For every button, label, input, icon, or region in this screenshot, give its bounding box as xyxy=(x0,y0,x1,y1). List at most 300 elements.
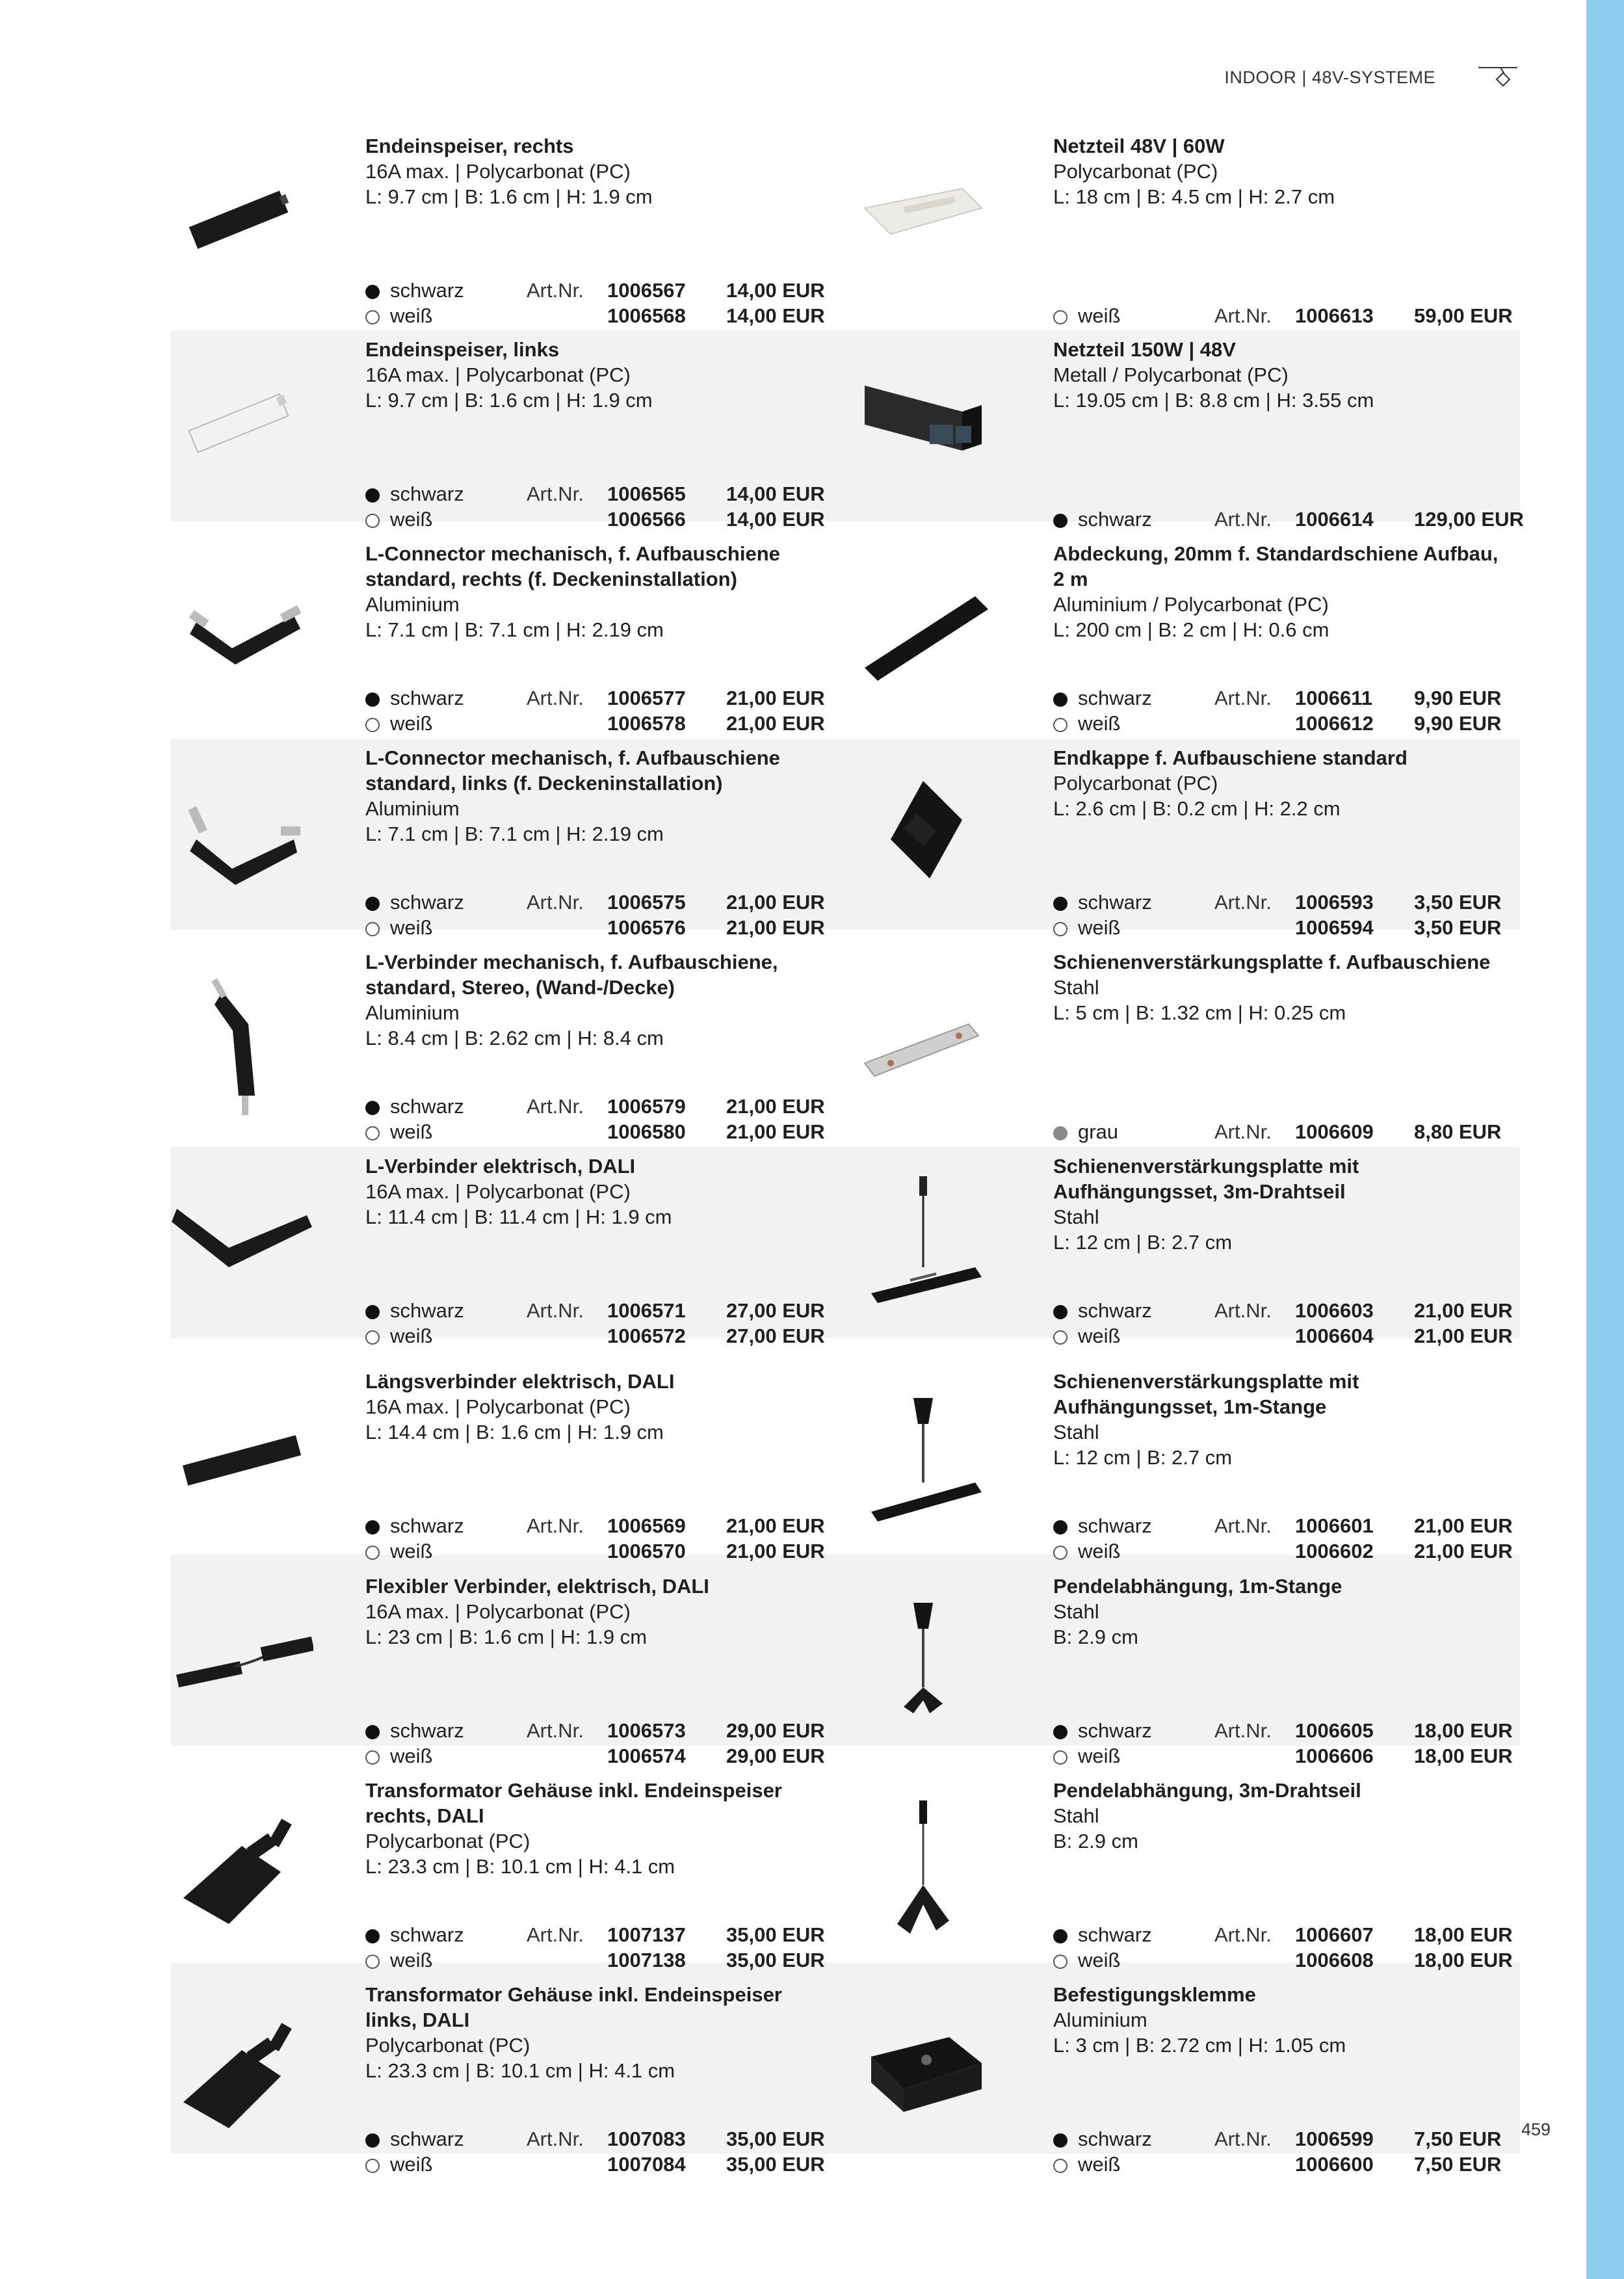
article-number: 1006580 xyxy=(607,1120,686,1143)
product-picture xyxy=(170,146,313,309)
product-image xyxy=(170,1587,313,1749)
color-swatch-icon xyxy=(365,1955,380,1969)
product-card xyxy=(858,1369,1513,1564)
color-swatch-icon xyxy=(365,1101,380,1115)
product-title: L-Connector mechanisch, f. Aufbauschiene xyxy=(365,542,780,565)
color-name: weiß xyxy=(1078,1540,1121,1562)
product-dimensions: L: 11.4 cm | B: 11.4 cm | H: 1.9 cm xyxy=(365,1205,672,1228)
product-spec: 16A max. | Polycarbonat (PC) xyxy=(365,1600,631,1623)
product-spec: 16A max. | Polycarbonat (PC) xyxy=(365,1180,631,1203)
product-dimensions: L: 7.1 cm | B: 7.1 cm | H: 2.19 cm xyxy=(365,618,664,641)
color-name: weiß xyxy=(390,1745,433,1767)
product-image xyxy=(852,1995,995,2157)
product-spec: Polycarbonat (PC) xyxy=(365,1830,530,1852)
product-image xyxy=(170,1166,313,1329)
variant-row xyxy=(1053,1538,1560,1564)
article-label: Art.Nr. xyxy=(1214,2128,1272,2150)
product-picture xyxy=(170,1995,313,2157)
price: 129,00 EUR xyxy=(1414,508,1524,531)
price: 35,00 EUR xyxy=(726,1923,825,1946)
article-label: Art.Nr. xyxy=(1214,1120,1272,1143)
product-title: Netzteil 150W | 48V xyxy=(1053,338,1236,361)
product-image xyxy=(852,350,995,512)
product-card xyxy=(858,1153,1513,1349)
product-dimensions: L: 23 cm | B: 1.6 cm | H: 1.9 cm xyxy=(365,1626,648,1648)
variant-row xyxy=(1053,1323,1560,1349)
product-title: Schienenverstärkungsplatte mit xyxy=(1053,1370,1359,1393)
article-number: 1006577 xyxy=(607,687,686,709)
price: 21,00 EUR xyxy=(726,687,825,709)
color-swatch-icon xyxy=(1053,2133,1067,2148)
color-swatch-icon xyxy=(365,514,380,528)
price: 21,00 EUR xyxy=(1414,1324,1513,1347)
product-picture xyxy=(852,758,995,921)
article-number: 1006574 xyxy=(607,1745,686,1767)
variant-row xyxy=(365,1513,872,1538)
product-info xyxy=(1053,541,1508,642)
article-number: 1006602 xyxy=(1295,1540,1374,1562)
color-name: weiß xyxy=(390,712,433,735)
variant-list xyxy=(1053,303,1560,328)
article-label: Art.Nr. xyxy=(527,279,584,302)
product-title: Endeinspeiser, rechts xyxy=(365,135,574,157)
product-card xyxy=(858,1574,1513,1769)
color-swatch-icon xyxy=(365,1546,380,1560)
product-card xyxy=(170,1778,825,1973)
product-spec: Aluminium / Polycarbonat (PC) xyxy=(1053,593,1329,616)
variant-row xyxy=(1053,1743,1560,1769)
product-info xyxy=(365,1153,820,1230)
article-label: Art.Nr. xyxy=(527,1299,584,1322)
product-dimensions: L: 19.05 cm | B: 8.8 cm | H: 3.55 cm xyxy=(1053,389,1374,412)
product-title: standard, rechts (f. Deckeninstallation) xyxy=(365,568,737,590)
product-spec: Aluminium xyxy=(365,797,460,820)
article-number: 1006608 xyxy=(1295,1949,1374,1971)
color-swatch-icon xyxy=(1053,922,1067,936)
price: 21,00 EUR xyxy=(726,1540,825,1562)
product-spec: Aluminium xyxy=(365,593,460,616)
product-spec: Stahl xyxy=(1053,1804,1099,1827)
color-name: weiß xyxy=(390,508,433,531)
color-swatch-icon xyxy=(365,310,380,324)
color-name: weiß xyxy=(1078,1324,1121,1347)
article-number: 1006603 xyxy=(1295,1299,1374,1322)
product-dimensions: L: 12 cm | B: 2.7 cm xyxy=(1053,1446,1233,1469)
price: 3,50 EUR xyxy=(1414,891,1502,914)
page-number: 459 xyxy=(1521,2120,1551,2139)
product-info xyxy=(365,1574,820,1650)
price: 14,00 EUR xyxy=(726,508,825,531)
product-picture xyxy=(852,1995,995,2157)
color-swatch-icon xyxy=(1053,718,1067,732)
color-name: schwarz xyxy=(390,1299,464,1322)
product-spec: Stahl xyxy=(1053,1205,1099,1228)
color-name: schwarz xyxy=(1078,1719,1152,1742)
article-number: 1006600 xyxy=(1295,2153,1374,2176)
product-spec: 16A max. | Polycarbonat (PC) xyxy=(365,1395,631,1418)
color-swatch-icon xyxy=(1053,2159,1067,2173)
product-info xyxy=(365,1778,820,1879)
variant-row xyxy=(365,481,872,507)
color-name: weiß xyxy=(390,1324,433,1347)
variant-row xyxy=(1053,303,1560,328)
color-name: weiß xyxy=(390,916,433,939)
article-number: 1006611 xyxy=(1295,687,1372,709)
price: 9,90 EUR xyxy=(1414,687,1502,709)
color-name: weiß xyxy=(1078,916,1121,939)
article-number: 1007083 xyxy=(607,2128,686,2150)
product-image xyxy=(170,962,313,1125)
product-image xyxy=(170,350,313,512)
color-swatch-icon xyxy=(1053,1305,1067,1319)
price: 3,50 EUR xyxy=(1414,916,1502,939)
article-label: Art.Nr. xyxy=(1214,304,1272,327)
variant-row xyxy=(1053,2126,1560,2152)
product-info xyxy=(365,1369,820,1445)
product-card xyxy=(858,541,1508,736)
variant-row xyxy=(1053,889,1560,915)
article-label: Art.Nr. xyxy=(1214,1719,1272,1742)
variant-list xyxy=(1053,889,1560,940)
article-number: 1006575 xyxy=(607,891,686,914)
product-card xyxy=(858,1982,1508,2177)
product-title: Befestigungsklemme xyxy=(1053,1983,1256,2006)
product-title: standard, Stereo, (Wand-/Decke) xyxy=(365,976,675,999)
track-light-icon xyxy=(1477,62,1519,92)
product-image xyxy=(852,1587,995,1749)
product-card xyxy=(170,1574,825,1769)
color-name: schwarz xyxy=(390,1923,464,1946)
product-picture xyxy=(852,1166,995,1329)
product-title: L-Connector mechanisch, f. Aufbauschiene xyxy=(365,746,780,769)
product-card xyxy=(858,949,1508,1144)
product-title: L-Verbinder elektrisch, DALI xyxy=(365,1155,636,1178)
variant-row xyxy=(365,711,872,736)
article-label: Art.Nr. xyxy=(527,1514,584,1537)
color-name: schwarz xyxy=(390,2128,464,2150)
price: 7,50 EUR xyxy=(1414,2128,1502,2150)
variant-list xyxy=(1053,507,1560,532)
product-info xyxy=(1053,949,1508,1025)
color-name: weiß xyxy=(390,1540,433,1562)
color-swatch-icon xyxy=(1053,1520,1067,1535)
side-color-bar xyxy=(1586,0,1624,2279)
color-swatch-icon xyxy=(365,2159,380,2173)
variant-row xyxy=(365,2152,872,2177)
article-label: Art.Nr. xyxy=(1214,1514,1272,1537)
article-label: Art.Nr. xyxy=(527,1095,584,1118)
price: 29,00 EUR xyxy=(726,1719,825,1742)
article-number: 1006572 xyxy=(607,1324,686,1347)
variant-row xyxy=(1053,915,1560,940)
product-info xyxy=(365,745,820,847)
price: 18,00 EUR xyxy=(1414,1719,1513,1742)
variant-list xyxy=(365,685,872,736)
color-name: weiß xyxy=(390,1949,433,1971)
variant-row xyxy=(1053,685,1560,711)
product-picture xyxy=(170,1791,313,1953)
article-label: Art.Nr. xyxy=(527,891,584,914)
product-card xyxy=(170,745,825,940)
product-spec: Stahl xyxy=(1053,1421,1099,1443)
article-label: Art.Nr. xyxy=(527,687,584,709)
product-picture xyxy=(852,1791,995,1953)
variant-row xyxy=(365,278,872,303)
color-name: weiß xyxy=(1078,1949,1121,1971)
article-number: 1006573 xyxy=(607,1719,686,1742)
price: 18,00 EUR xyxy=(1414,1745,1513,1767)
variant-row xyxy=(1053,1298,1560,1323)
article-number: 1006593 xyxy=(1295,891,1374,914)
product-spec: Aluminium xyxy=(1053,2009,1147,2031)
color-swatch-icon xyxy=(1053,1955,1067,1969)
product-card xyxy=(170,949,825,1144)
color-swatch-icon xyxy=(365,718,380,732)
product-card xyxy=(858,133,1513,328)
variant-row xyxy=(365,507,872,532)
article-label: Art.Nr. xyxy=(1214,687,1272,709)
product-title: Abdeckung, 20mm f. Standardschiene Aufbau, xyxy=(1053,542,1499,565)
product-dimensions: L: 9.7 cm | B: 1.6 cm | H: 1.9 cm xyxy=(365,389,653,412)
article-number: 1006570 xyxy=(607,1540,686,1562)
product-spec: Polycarbonat (PC) xyxy=(1053,772,1218,795)
color-swatch-icon xyxy=(365,488,380,503)
variant-row xyxy=(1053,1119,1560,1144)
article-number: 1006605 xyxy=(1295,1719,1374,1742)
product-image xyxy=(170,554,313,717)
article-label: Art.Nr. xyxy=(1214,508,1272,531)
price: 14,00 EUR xyxy=(726,304,825,327)
product-title: Schienenverstärkungsplatte mit xyxy=(1053,1155,1359,1178)
article-number: 1006565 xyxy=(607,482,686,505)
color-swatch-icon xyxy=(365,692,380,707)
color-swatch-icon xyxy=(365,285,380,299)
article-number: 1006613 xyxy=(1295,304,1374,327)
product-image xyxy=(852,1382,995,1544)
product-title: Transformator Gehäuse inkl. Endeinspeiser xyxy=(365,1779,782,1802)
variant-row xyxy=(1053,711,1560,736)
product-picture xyxy=(170,554,313,717)
variant-list xyxy=(365,1298,872,1349)
product-title: standard, links (f. Deckeninstallation) xyxy=(365,772,723,795)
product-image xyxy=(170,1995,313,2157)
product-image xyxy=(170,146,313,309)
color-swatch-icon xyxy=(365,1305,380,1319)
article-number: 1006601 xyxy=(1295,1514,1374,1537)
product-picture xyxy=(170,350,313,512)
variant-list xyxy=(365,2126,872,2177)
product-title: Schienenverstärkungsplatte f. Aufbauschiene xyxy=(1053,951,1491,973)
product-info xyxy=(365,949,820,1051)
article-label: Art.Nr. xyxy=(527,482,584,505)
variant-row xyxy=(365,2126,872,2152)
article-number: 1006606 xyxy=(1295,1745,1374,1767)
product-title: Pendelabhängung, 3m-Drahtseil xyxy=(1053,1779,1361,1802)
price: 21,00 EUR xyxy=(1414,1299,1513,1322)
variant-row xyxy=(1053,1718,1560,1743)
article-number: 1006576 xyxy=(607,916,686,939)
price: 59,00 EUR xyxy=(1414,304,1513,327)
color-name: schwarz xyxy=(390,891,464,914)
price: 21,00 EUR xyxy=(1414,1514,1513,1537)
article-number: 1006609 xyxy=(1295,1120,1374,1143)
product-picture xyxy=(852,1587,995,1749)
color-name: weiß xyxy=(1078,304,1121,327)
price: 35,00 EUR xyxy=(726,2153,825,2176)
article-number: 1006579 xyxy=(607,1095,686,1118)
variant-list xyxy=(1053,2126,1560,2177)
color-swatch-icon xyxy=(1053,1725,1067,1739)
article-number: 1006614 xyxy=(1295,508,1374,531)
product-title: links, DALI xyxy=(365,2009,470,2031)
product-spec: Stahl xyxy=(1053,1600,1099,1623)
article-number: 1006566 xyxy=(607,508,686,531)
variant-list xyxy=(365,1094,872,1144)
product-dimensions: L: 2.6 cm | B: 0.2 cm | H: 2.2 cm xyxy=(1053,797,1341,820)
color-name: weiß xyxy=(390,1120,433,1143)
variant-list xyxy=(1053,1298,1560,1349)
color-name: schwarz xyxy=(1078,2128,1152,2150)
product-image xyxy=(852,962,995,1125)
variant-row xyxy=(365,1119,872,1144)
color-name: schwarz xyxy=(1078,1923,1152,1946)
color-swatch-icon xyxy=(365,922,380,936)
product-info xyxy=(365,337,820,413)
article-label: Art.Nr. xyxy=(1214,891,1272,914)
product-picture xyxy=(170,758,313,921)
product-card xyxy=(858,1778,1513,1973)
product-dimensions: B: 2.9 cm xyxy=(1053,1626,1138,1648)
price: 14,00 EUR xyxy=(726,482,825,505)
color-name: schwarz xyxy=(390,1514,464,1537)
price: 21,00 EUR xyxy=(726,1514,825,1537)
price: 21,00 EUR xyxy=(726,891,825,914)
variant-list xyxy=(365,1922,872,1973)
variant-row xyxy=(1053,1513,1560,1538)
color-name: schwarz xyxy=(390,1719,464,1742)
product-dimensions: L: 8.4 cm | B: 2.62 cm | H: 8.4 cm xyxy=(365,1027,664,1049)
product-info xyxy=(1053,1153,1508,1255)
article-number: 1006567 xyxy=(607,279,686,302)
product-picture xyxy=(170,1166,313,1329)
product-image xyxy=(852,1166,995,1329)
variant-list xyxy=(365,889,872,940)
product-spec: Metall / Polycarbonat (PC) xyxy=(1053,363,1289,386)
price: 18,00 EUR xyxy=(1414,1923,1513,1946)
article-number: 1006599 xyxy=(1295,2128,1374,2150)
product-image xyxy=(170,1791,313,1953)
product-info xyxy=(365,133,820,209)
color-swatch-icon xyxy=(365,1330,380,1345)
article-number: 1006568 xyxy=(607,304,686,327)
price: 27,00 EUR xyxy=(726,1299,825,1322)
product-dimensions: B: 2.9 cm xyxy=(1053,1830,1138,1852)
product-dimensions: L: 18 cm | B: 4.5 cm | H: 2.7 cm xyxy=(1053,185,1335,208)
product-title: Netzteil 48V | 60W xyxy=(1053,135,1225,157)
variant-list xyxy=(1053,685,1560,736)
color-name: grau xyxy=(1078,1120,1119,1143)
variant-row xyxy=(365,685,872,711)
variant-row xyxy=(1053,1947,1560,1973)
product-spec: 16A max. | Polycarbonat (PC) xyxy=(365,160,631,183)
variant-list xyxy=(1053,1513,1560,1564)
product-image xyxy=(852,554,995,717)
price: 8,80 EUR xyxy=(1414,1120,1502,1143)
product-card xyxy=(170,1153,825,1349)
article-number: 1006578 xyxy=(607,712,686,735)
variant-list xyxy=(365,481,872,532)
product-image xyxy=(852,1791,995,1953)
product-dimensions: L: 200 cm | B: 2 cm | H: 0.6 cm xyxy=(1053,618,1329,641)
color-swatch-icon xyxy=(365,1929,380,1943)
color-name: schwarz xyxy=(390,687,464,709)
variant-row xyxy=(365,1538,872,1564)
variant-row xyxy=(365,1094,872,1119)
article-number: 1007084 xyxy=(607,2153,686,2176)
product-dimensions: L: 5 cm | B: 1.32 cm | H: 0.25 cm xyxy=(1053,1001,1346,1024)
variant-row xyxy=(365,303,872,328)
product-title: Flexibler Verbinder, elektrisch, DALI xyxy=(365,1575,709,1598)
product-picture xyxy=(852,1382,995,1544)
variant-list xyxy=(365,1513,872,1564)
article-number: 1006594 xyxy=(1295,916,1374,939)
variant-list xyxy=(365,278,872,328)
price: 21,00 EUR xyxy=(726,916,825,939)
article-label: Art.Nr. xyxy=(527,2128,584,2150)
product-title: 2 m xyxy=(1053,568,1088,590)
color-swatch-icon xyxy=(1053,1546,1067,1560)
product-card xyxy=(170,133,825,328)
product-picture xyxy=(170,1382,313,1544)
article-number: 1006612 xyxy=(1295,712,1374,735)
variant-row xyxy=(365,1323,872,1349)
color-name: weiß xyxy=(390,2153,433,2176)
color-name: weiß xyxy=(1078,712,1121,735)
variant-row xyxy=(365,1298,872,1323)
product-picture xyxy=(852,554,995,717)
product-picture xyxy=(170,962,313,1125)
product-spec: Polycarbonat (PC) xyxy=(365,2034,530,2057)
product-title: Endeinspeiser, links xyxy=(365,338,560,361)
color-swatch-icon xyxy=(1053,1330,1067,1345)
product-spec: Aluminium xyxy=(365,1001,460,1024)
product-info xyxy=(1053,1778,1508,1854)
color-swatch-icon xyxy=(365,897,380,911)
product-info xyxy=(1053,1982,1508,2058)
variant-row xyxy=(365,1743,872,1769)
article-label: Art.Nr. xyxy=(527,1719,584,1742)
price: 21,00 EUR xyxy=(726,712,825,735)
color-swatch-icon xyxy=(1053,310,1067,324)
price: 35,00 EUR xyxy=(726,2128,825,2150)
product-card xyxy=(170,337,825,532)
color-name: weiß xyxy=(1078,2153,1121,2176)
product-info xyxy=(1053,1574,1508,1650)
price: 21,00 EUR xyxy=(1414,1540,1513,1562)
variant-row xyxy=(1053,507,1560,532)
product-spec: Stahl xyxy=(1053,976,1099,999)
article-label: Art.Nr. xyxy=(527,1923,584,1946)
article-number: 1006607 xyxy=(1295,1923,1374,1946)
color-name: schwarz xyxy=(1078,508,1152,531)
price: 18,00 EUR xyxy=(1414,1949,1513,1971)
color-name: schwarz xyxy=(1078,1299,1152,1322)
color-swatch-icon xyxy=(1053,1929,1067,1943)
variant-list xyxy=(1053,1718,1560,1769)
price: 14,00 EUR xyxy=(726,279,825,302)
product-title: Transformator Gehäuse inkl. Endeinspeiser xyxy=(365,1983,782,2006)
price: 29,00 EUR xyxy=(726,1745,825,1767)
